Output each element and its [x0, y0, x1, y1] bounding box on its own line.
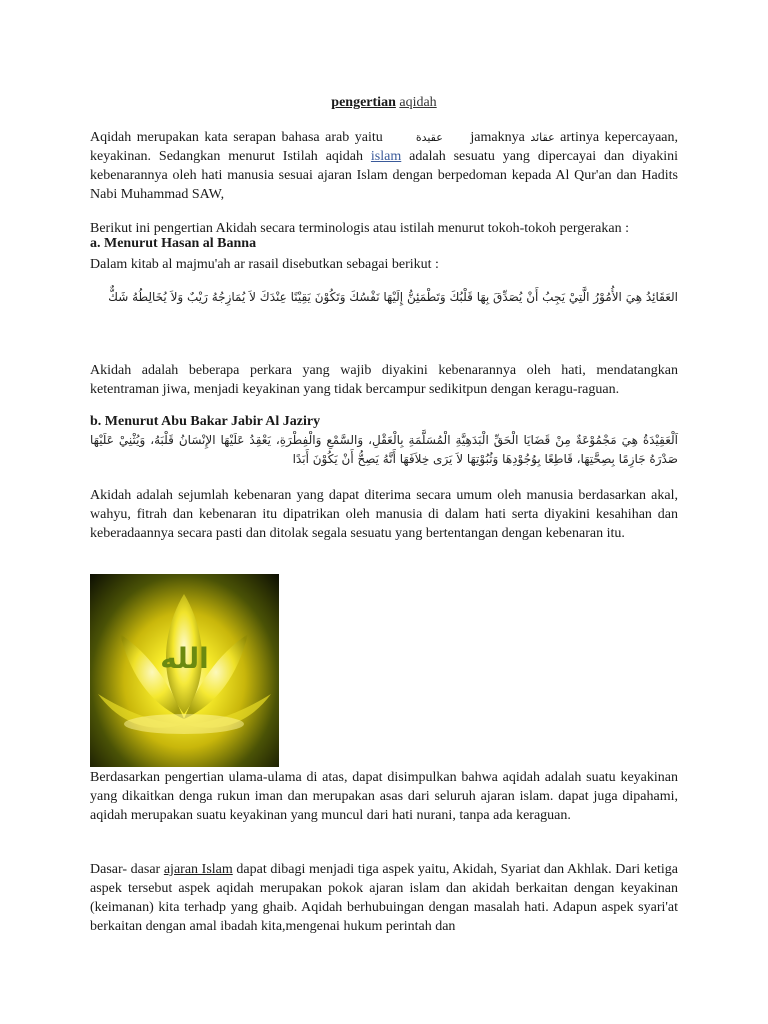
- title-bold: pengertian: [331, 95, 396, 110]
- conclusion-paragraph: Berdasarkan pengertian ulama-ulama di atas, dapat disimpulkan bahwa aqidah adalah suatu keyakinan yang dikaitkan denga rukun iman dan merupakan asas dari seluruh ajaran islam. dapat juga dipahami, aqidah merupakan suatu keyakinan yang muncul dari hati nurani, tanpa ada keraguan.: [90, 770, 678, 823]
- intro-text-1: Aqidah merupakan kata serapan bahasa arab yaitu: [90, 130, 383, 145]
- basics-text-2: dapat dibagi menjadi tiga aspek yaitu, Akidah, Syariat dan Akhlak. Dari ketiga aspek tersebut aspek aqidah merupakan pokok ajaran islam dan akidah berkaitan dengan keyakinan (keimanan) kita terhadp yang ghaib. Aqidah berhubuingan dengan masalah hati. Adapun aspek syari'at berkaitan dengan amal ibadah kita,mengenai hukum perintah dan: [90, 862, 679, 934]
- calligraphy-text: الله: [160, 642, 209, 675]
- title-link[interactable]: aqidah: [399, 95, 437, 110]
- section-b-arabic-quote: اَلْعَقِيْدَةُ هِيَ مَجْمُوْعَةٌ مِنْ قَضَايَا الْحَقِّ الْبَدَهِيَّةِ الْمُسَلَّمَةِ بِالْعَقْلِ، وَالسَّمْعِ وَالْفِطْرَةِ، يَعْقِدُ عَلَيْهَا الإِنْسَانُ قَلْبَهُ، وَيُثْنِيْ عَلَيْهَا صَدْرَهُ جَازِمًا بِصِحَّتِهَا، قَاطِعًا بِوُجُوْدِهَا وَثُبُوْتِهَا لاَ يَرَى خِلاَفَهَا أَنَّهُ يَصِحُّ أَنْ يَكُوْنَ أَبَدًا: [90, 433, 678, 466]
- ajaran-islam-link[interactable]: ajaran Islam: [163, 862, 233, 877]
- section-a-source: Dalam kitab al majmu'ah ar rasail disebutkan sebagai berikut :: [90, 257, 439, 272]
- islam-link[interactable]: islam: [370, 149, 402, 164]
- section-b-explanation: Akidah adalah sejumlah kebenaran yang dapat diterima secara umum oleh manusia berdasarkan akal, wahyu, fitrah dan kebenaran itu dipatrikan oleh manusia di dalam hati serta diyakini kesahihan dan keberadaannya secara pasti dan ditolak segala sesuatu yang bertentangan dengan kebenaran itu.: [90, 488, 678, 541]
- intro-text-4: adalah sesuatu yang dipercayai dan diyakini kebenarannya oleh hati manusia sesuai ajaran Islam dengan berpedoman kepada Al Qur'an dan Hadits Nabi Muhammad SAW,: [90, 149, 679, 202]
- intro-paragraph: [90, 128, 678, 204]
- section-b-heading: b. Menurut Abu Bakar Jabir Al Jaziry: [90, 414, 321, 429]
- intro-arabic-word-1: عقيدة: [415, 131, 443, 144]
- basics-paragraph: [90, 860, 678, 936]
- intro-text-2: jamaknya: [470, 130, 525, 145]
- intro-text-3: artinya kepercayaan, keyakinan. Sedangkan menurut Istilah aqidah: [90, 130, 679, 164]
- document-title: [0, 95, 768, 111]
- basics-text-1: Dasar- dasar: [90, 862, 161, 877]
- section-a-heading: a. Menurut Hasan al Banna: [90, 236, 257, 251]
- terminology-intro: Berikut ini pengertian Akidah secara terminologis atau istilah menurut tokoh-tokoh pergerakan :: [90, 221, 629, 236]
- section-a-arabic-quote: العَقَائِدُ هِيَ الأُمُوْرُ الَّتِيْ يَجِبُ أَنْ يُصَدِّقَ بِهَا قَلْبُكَ وَتَطْمَئِنُّ إِلَيْهَا نَفْسُكَ وَتَكُوْنَ يَقِيْنًا عِنْدَكَ لاَ يُمَازِجُهُ رَيْبٌ وَلاَ يُخَالِطُهُ شَكٌّ: [108, 290, 678, 304]
- allah-calligraphy-lotus-image: [90, 574, 279, 767]
- intro-arabic-word-2: عقائد: [530, 131, 555, 144]
- section-a-explanation: Akidah adalah beberapa perkara yang wajib diyakini kebenarannya oleh hati, mendatangkan ketentraman jiwa, menjadi keyakinan yang tidak bercampur sedikitpun dengan keragu-raguan.: [90, 363, 678, 397]
